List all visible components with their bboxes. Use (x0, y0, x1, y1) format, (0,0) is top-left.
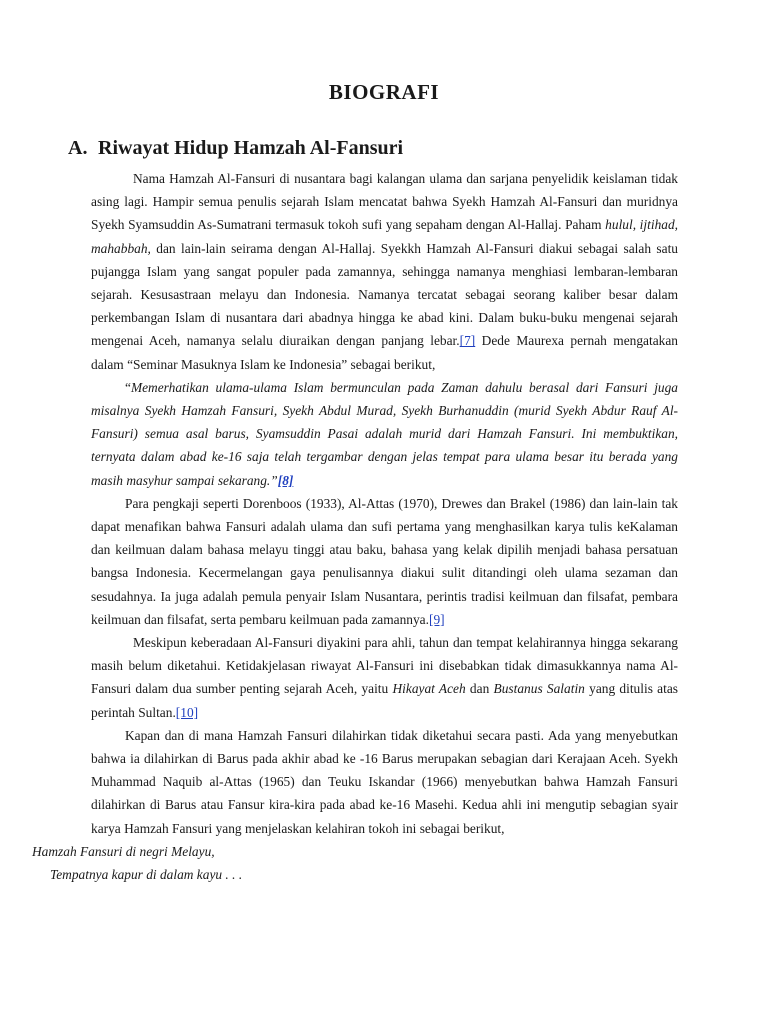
quote-text: Memerhatikan ulama-ulama Islam bermunculan pada Zaman dahulu berasal dari Fansuri juga misalnya Syekh Hamzah Fansuri, Syekh Abdul Murad, Syekh Burhanuddin (murid Syekh Abdur Rauf Al-Fansuri) semua asal barus, Syamsuddin Pasai adalah murid dari Hamzah Fansuri. Ini membuktikan, ternyata dalam abad ke-16 saja telah tergambar dengan jelas tempat para ulama besar itu berada yang masih masyhur sampai sekarang.” (91, 379, 678, 488)
footnote-ref-8[interactable]: [8] (277, 472, 294, 488)
title-hikayat-aceh: Hikayat Aceh (392, 681, 466, 697)
paragraph-3-text-b: dan (465, 681, 494, 697)
paragraph-2-text: Para pengkaji seperti Dorenboos (1933), Al-Attas (1970), Drewes dan Brakel (1986) dan lain-lain tak dapat menafikan bahwa Fansuri adalah ulama dan sufi pertama yang menghasilkan karya tulis keKalaman dan keilmuan dalam bahasa melayu tinggi atau baku, bahasa yang kelak dipilih menjadi bahasa persatuan bangsa Indonesia. Kecermelangan gaya penulisannya diakui sulit ditandingi oleh ulama sezaman dan sesudahnya. Ia juga adalah pemula penyair Islam Nusantara, perintis tradisi keilmuan dan filsafat, pembara keilmuan dan filsafat, serta pembaru keilmuan pada zamannya. (91, 495, 678, 627)
poem-line-1: Hamzah Fansuri di negri Melayu, (32, 843, 215, 859)
paragraph-2 (91, 492, 678, 631)
paragraph-3-text-a: Meskipun keberadaan Al-Fansuri diyakini para ahli, tahun dan tempat kelahirannya hingga sekarang masih belum diketahui. Ketidakjelasan riwayat Al-Fansuri ini disebabkan tidak dimasukkannya nama Al-Fansuri dalam dua sumber penting sejarah Aceh, yaitu (91, 635, 678, 697)
footnote-ref-10[interactable]: [10] (175, 704, 199, 720)
footnote-ref-7[interactable]: [7] (459, 333, 476, 349)
paragraph-3 (91, 631, 678, 724)
footnote-ref-9[interactable]: [9] (428, 611, 445, 627)
paragraph-1-text-c: Dede Maurexa pernah mengatakan dalam “Seminar Masuknya Islam ke Indonesia” sebagai berikut, (91, 333, 678, 372)
paragraph-1-italic-terms: hulul, ijtihad, mahabbah, (91, 217, 678, 256)
section-heading-text: Riwayat Hidup Hamzah Al-Fansuri (98, 137, 404, 159)
paragraph-4 (91, 724, 678, 840)
title-bustanus-salatin: Bustanus Salatin (493, 681, 585, 697)
document-body (32, 167, 678, 886)
section-letter: A. (68, 137, 88, 159)
page-title: BIOGRAFI (328, 80, 440, 104)
poem-excerpt (32, 840, 678, 886)
block-quote (91, 376, 678, 492)
section-heading (68, 137, 403, 160)
paragraph-4-text: Kapan dan di mana Hamzah Fansuri dilahirkan tidak diketahui secara pasti. Ada yang menyebutkan bahwa ia dilahirkan di Barus pada akhir abad ke -16 Barus merupakan sebagian dari Kerajaan Aceh. Syekh Muhammad Naquib al-Attas (1965) dan Teuku Iskandar (1966) menyebutkan bahwa Hamzah Fansuri dilahirkan di Barus atau Fansur kira-kira pada abad ke-16 Masehi. Kedua ahli ini mengutip sebagian syair karya Hamzah Fansuri yang menjelaskan kelahiran tokoh ini sebagai berikut, (91, 727, 678, 836)
quote-open-mark: “ (125, 379, 131, 395)
poem-line-2: Tempatnya kapur di dalam kayu . . . (50, 867, 243, 883)
paragraph-1-text-b: dan lain-lain seirama dengan Al-Hallaj. Syekkh Hamzah Al-Fansuri diakui sebagai salah satu pujangga Islam yang sangat populer pada zamannya, sehingga namanya menghiasi lembaran-lembaran sejarah. Kesusastraan melayu dan Indonesia. Namanya tercatat sebagai seorang kaliber besar dalam perkembangan Islam di nusantara dari abadnya hingga ke abad kini. Dalam buku-buku mengenai sejarah mengenai Aceh, namanya selalu diuraikan dengan panjang lebar. (91, 240, 678, 349)
paragraph-1 (91, 167, 678, 376)
paragraph-1-text-a: Nama Hamzah Al-Fansuri di nusantara bagi kalangan ulama dan sarjana penyelidik keislaman tidak asing lagi. Hampir semua penulis sejarah Islam mencatat bahwa Syekh Hamzah Al-Fansuri dan muridnya Syekh Syamsuddin As-Sumatrani termasuk tokoh sufi yang sepaham dengan Al-Hallaj. Paham (91, 171, 678, 233)
paragraph-3-text-c: yang ditulis atas perintah Sultan. (91, 681, 678, 720)
